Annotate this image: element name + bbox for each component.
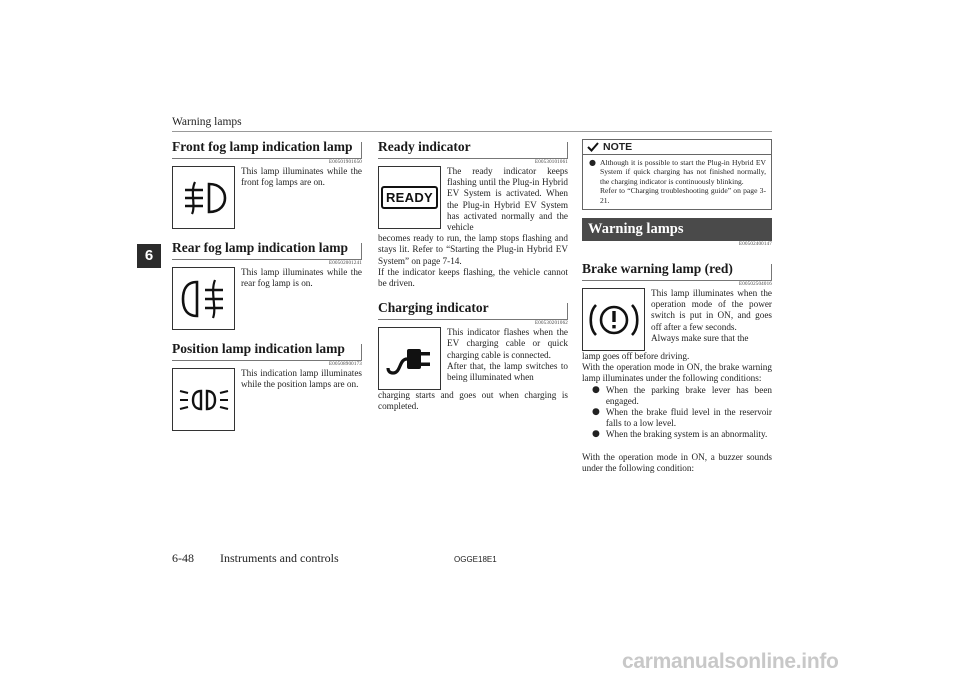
page-number: 6-48 — [172, 551, 194, 565]
brake-section — [582, 261, 772, 474]
ready-text-2: If the indicator keeps flashing, the vehicle cannot be driven. — [378, 266, 568, 289]
brake-text-2: With the operation mode in ON, the brake warning lamp illuminates under the following conditions: — [582, 362, 772, 384]
column-1 — [172, 139, 362, 431]
front-fog-lamp-icon — [172, 166, 235, 229]
footer-section-title: Instruments and controls — [220, 551, 339, 565]
note-bullet: ● — [589, 158, 596, 167]
rear-fog-section — [172, 240, 362, 330]
ready-icon-label: READY — [381, 186, 438, 209]
charging-section — [378, 300, 568, 412]
ready-code: E00530101061 — [535, 160, 568, 165]
charging-text-side-2: After that, the lamp switches to being illuminated when — [447, 360, 568, 383]
note-header — [583, 140, 771, 155]
running-title: Warning lamps — [172, 116, 242, 128]
position-heading: Position lamp indication lamp — [172, 341, 362, 361]
header-rule — [172, 131, 772, 132]
brake-bullet-3: When the braking system is an abnormality. — [605, 429, 768, 440]
ready-text-full: becomes ready to run, the lamp stops flashing and stays lit. Refer to “Starting the Plug-in Hybrid EV System” on page 7-14. — [378, 233, 568, 266]
bullet-icon: ● — [592, 384, 600, 395]
list-item — [582, 407, 772, 429]
rear-fog-heading: Rear fog lamp indication lamp — [172, 240, 362, 260]
bullet-icon: ● — [592, 429, 600, 440]
warning-banner-code: E00502400147 — [739, 242, 772, 248]
brake-heading: Brake warning lamp (red) — [582, 261, 772, 281]
ready-indicator-icon — [378, 166, 441, 229]
note-text-2: Refer to “Charging troubleshooting guide” on page 3-21. — [599, 186, 766, 205]
ready-section — [378, 139, 568, 289]
position-lamp-icon — [172, 368, 235, 431]
rear-fog-code: E00502001241 — [329, 261, 362, 266]
ready-heading: Ready indicator — [378, 139, 568, 159]
chapter-tab: 6 — [137, 244, 161, 268]
warning-lamps-banner: Warning lamps — [582, 218, 772, 241]
front-fog-text: This lamp illuminates while the front fog lamps are on. — [241, 166, 362, 188]
charging-plug-icon — [378, 327, 441, 390]
footer-code: OGGE18E1 — [454, 555, 497, 564]
charging-text-side-1: This indicator flashes when the EV charging cable or quick charging cable is connected. — [447, 327, 568, 360]
note-text-1: Although it is possible to start the Plug-in Hybrid EV System if quick charging has not finished normally, the charging indicator is continuously blinking. — [599, 158, 766, 186]
rear-fog-text: This lamp illuminates while the rear fog lamp is on. — [241, 267, 362, 289]
ready-text-side: The ready indicator keeps flashing until the Plug-in Hybrid EV System is activated. When the Plug-in Hybrid EV System has activated normally and the vehicle — [447, 166, 568, 233]
bullet-icon: ● — [592, 407, 600, 418]
brake-warning-icon — [582, 288, 645, 351]
brake-code: E00502504016 — [739, 282, 772, 288]
charging-heading: Charging indicator — [378, 300, 568, 320]
brake-text-side-2: Always make sure that the — [651, 332, 749, 343]
front-fog-heading: Front fog lamp indication lamp — [172, 139, 362, 159]
position-text: This indication lamp illuminates while the position lamps are on. — [241, 368, 362, 390]
column-3 — [582, 139, 772, 474]
brake-text-3: With the operation mode in ON, a buzzer sounds under the following condition: — [582, 451, 772, 473]
charging-code: E00530201062 — [535, 321, 568, 327]
brake-bullet-2: When the brake fluid level in the reservoir falls to a low level. — [605, 407, 772, 429]
position-section — [172, 341, 362, 431]
brake-bullet-1: When the parking brake lever has been engaged. — [605, 384, 772, 406]
rear-fog-lamp-icon — [172, 267, 235, 330]
charging-text-full: charging starts and goes out when charging is completed. — [378, 390, 568, 412]
front-fog-section — [172, 139, 362, 229]
watermark: carmanualsonline.info — [622, 650, 839, 673]
note-box — [582, 139, 772, 210]
note-check-icon — [587, 141, 599, 153]
column-2 — [378, 139, 568, 413]
note-label: NOTE — [603, 141, 633, 153]
note-body — [583, 155, 771, 209]
list-item — [582, 429, 772, 440]
position-code: E00508900173 — [329, 362, 362, 367]
list-item — [582, 385, 772, 407]
brake-text-full: lamp goes off before driving. — [582, 351, 690, 362]
brake-text-side-1: This lamp illuminates when the operation mode of the power switch is put in ON, and goes off after a few seconds. — [651, 288, 772, 332]
front-fog-code: E00501901650 — [329, 160, 362, 165]
